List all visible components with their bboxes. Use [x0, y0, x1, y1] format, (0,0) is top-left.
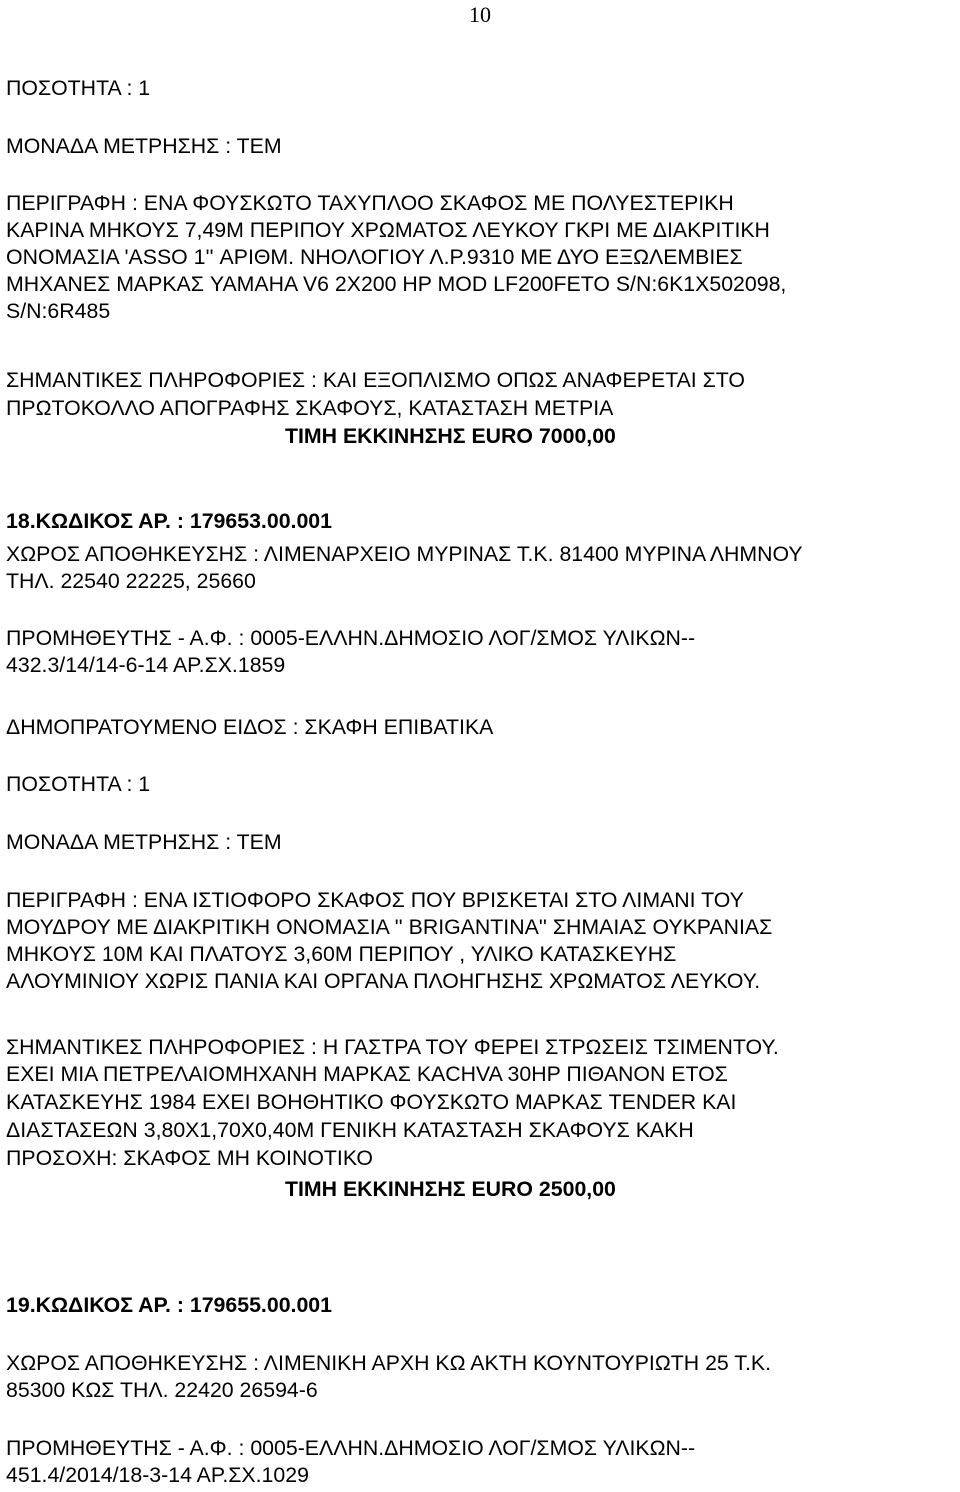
lot-18-supplier-line-2: 432.3/14/14-6-14 ΑΡ.ΣΧ.1859: [6, 653, 286, 677]
lot-18-important-info-line-1: ΣΗΜΑΝΤΙΚΕΣ ΠΛΗΡΟΦΟΡΙΕΣ : Η ΓΑΣΤΡΑ ΤΟΥ ΦΕΡΕΙ ΣΤΡΩΣΕΙΣ ΤΣΙΜΕΝΤΟΥ.: [6, 1035, 779, 1059]
lot-19-storage-line-1: ΧΩΡΟΣ ΑΠΟΘΗΚΕΥΣΗΣ : ΛΙΜΕΝΙΚΗ ΑΡΧΗ ΚΩ ΑΚΤΗ ΚΟΥΝΤΟΥΡΙΩΤΗ 25 Τ.Κ.: [6, 1351, 772, 1375]
lot-17-description-line-1: ΠΕΡΙΓΡΑΦΗ : ΕΝΑ ΦΟΥΣΚΩΤΟ ΤΑΧΥΠΛΟΟ ΣΚΑΦΟΣ ΜΕ ΠΟΛΥΕΣΤΕΡΙΚΗ: [6, 191, 734, 215]
lot-18-important-info-line-4: ΔΙΑΣΤΑΣΕΩΝ 3,80Χ1,70Χ0,40Μ ΓΕΝΙΚΗ ΚΑΤΑΣΤΑΣΗ ΣΚΑΦΟΥΣ ΚΑΚΗ: [6, 1118, 694, 1142]
lot-18-description-line-4: ΑΛΟΥΜΙΝΙΟΥ ΧΩΡΙΣ ΠΑΝΙΑ ΚΑΙ ΟΡΓΑΝΑ ΠΛΟΗΓΗΣΗΣ ΧΡΩΜΑΤΟΣ ΛΕΥΚΟΥ.: [6, 969, 761, 993]
lot-18-quantity: ΠΟΣΟΤΗΤΑ : 1: [6, 772, 151, 796]
lot-18-starting-price: ΤΙΜΗ ΕΚΚΙΝΗΣΗΣ EURO 2500,00: [285, 1177, 616, 1201]
lot-18-item-type: ΔΗΜΟΠΡΑΤΟΥΜΕΝΟ ΕΙΔΟΣ : ΣΚΑΦΗ ΕΠΙΒΑΤΙΚΑ: [6, 715, 494, 739]
lot-17-quantity: ΠΟΣΟΤΗΤΑ : 1: [6, 76, 151, 100]
lot-17-description-line-3: ΟΝΟΜΑΣΙΑ 'ASSO 1'' ΑΡΙΘΜ. ΝΗΟΛΟΓΙΟΥ Λ.Ρ.9310 ΜΕ ΔΥΟ ΕΞΩΛΕΜΒΙΕΣ: [6, 245, 743, 269]
lot-18-description-line-1: ΠΕΡΙΓΡΑΦΗ : ΕΝΑ ΙΣΤΙΟΦΟΡΟ ΣΚΑΦΟΣ ΠΟΥ ΒΡΙΣΚΕΤΑΙ ΣΤΟ ΛΙΜΑΝΙ ΤΟΥ: [6, 888, 744, 912]
lot-18-storage-line-2: ΤΗΛ. 22540 22225, 25660: [6, 569, 256, 593]
lot-18-unit: ΜΟΝΑΔΑ ΜΕΤΡΗΣΗΣ : ΤΕΜ: [6, 830, 282, 854]
lot-17-important-info-line-1: ΣΗΜΑΝΤΙΚΕΣ ΠΛΗΡΟΦΟΡΙΕΣ : ΚΑΙ ΕΞΟΠΛΙΣΜΟ ΟΠΩΣ ΑΝΑΦΕΡΕΤΑΙ ΣΤΟ: [6, 368, 745, 392]
lot-17-starting-price: ΤΙΜΗ ΕΚΚΙΝΗΣΗΣ EURO 7000,00: [285, 424, 616, 448]
lot-19-supplier-line-2: 451.4/2014/18-3-14 ΑΡ.ΣΧ.1029: [6, 1463, 309, 1487]
lot-19-supplier-line-1: ΠΡΟΜΗΘΕΥΤΗΣ - Α.Φ. : 0005-ΕΛΛΗΝ.ΔΗΜΟΣΙΟ ΛΟΓ/ΣΜΟΣ ΥΛΙΚΩΝ--: [6, 1436, 696, 1460]
lot-17-description-line-5: S/N:6R485: [6, 299, 111, 323]
lot-19-code: 19.ΚΩΔΙΚΟΣ ΑΡ. : 179655.00.001: [6, 1293, 332, 1317]
lot-18-important-info-line-3: ΚΑΤΑΣΚΕΥΗΣ 1984 ΕΧΕΙ ΒΟΗΘΗΤΙΚΟ ΦΟΥΣΚΩΤΟ ΜΑΡΚΑΣ TENDER ΚΑΙ: [6, 1090, 737, 1114]
lot-18-code: 18.ΚΩΔΙΚΟΣ ΑΡ. : 179653.00.001: [6, 509, 332, 533]
lot-17-description-line-4: ΜΗΧΑΝΕΣ ΜΑΡΚΑΣ YAMAHA V6 2X200 HP MOD LF200FETO S/N:6K1X502098,: [6, 272, 787, 296]
lot-17-unit: ΜΟΝΑΔΑ ΜΕΤΡΗΣΗΣ : ΤΕΜ: [6, 134, 282, 158]
lot-19-storage-line-2: 85300 ΚΩΣ ΤΗΛ. 22420 26594-6: [6, 1378, 318, 1402]
lot-17-important-info-line-2: ΠΡΩΤΟΚΟΛΛΟ ΑΠΟΓΡΑΦΗΣ ΣΚΑΦΟΥΣ, ΚΑΤΑΣΤΑΣΗ ΜΕΤΡΙΑ: [6, 396, 614, 420]
lot-18-supplier-line-1: ΠΡΟΜΗΘΕΥΤΗΣ - Α.Φ. : 0005-ΕΛΛΗΝ.ΔΗΜΟΣΙΟ ΛΟΓ/ΣΜΟΣ ΥΛΙΚΩΝ--: [6, 626, 696, 650]
lot-18-important-info-line-2: ΕΧΕΙ ΜΙΑ ΠΕΤΡΕΛΑΙΟΜΗΧΑΝΗ ΜΑΡΚΑΣ KACHVA 30HP ΠΙΘΑΝΟΝ ΕΤΟΣ: [6, 1062, 728, 1086]
page-number: 10: [469, 2, 491, 27]
lot-18-description-line-3: ΜΗΚΟΥΣ 10Μ ΚΑΙ ΠΛΑΤΟΥΣ 3,60Μ ΠΕΡΙΠΟΥ , ΥΛΙΚΟ ΚΑΤΑΣΚΕΥΗΣ: [6, 942, 677, 966]
lot-18-important-info-line-5: ΠΡΟΣΟΧΗ: ΣΚΑΦΟΣ ΜΗ ΚΟΙΝΟΤΙΚΟ: [6, 1146, 373, 1170]
lot-17-description-line-2: ΚΑΡΙΝΑ ΜΗΚΟΥΣ 7,49Μ ΠΕΡΙΠΟΥ ΧΡΩΜΑΤΟΣ ΛΕΥΚΟΥ ΓΚΡΙ ΜΕ ΔΙΑΚΡΙΤΙΚΗ: [6, 218, 770, 242]
lot-18-storage-line-1: ΧΩΡΟΣ ΑΠΟΘΗΚΕΥΣΗΣ : ΛΙΜΕΝΑΡΧΕΙΟ ΜΥΡΙΝΑΣ Τ.Κ. 81400 ΜΥΡΙΝΑ ΛΗΜΝΟΥ: [6, 542, 803, 566]
lot-18-description-line-2: ΜΟΥΔΡΟΥ ΜΕ ΔΙΑΚΡΙΤΙΚΗ ΟΝΟΜΑΣΙΑ '' BRIGANTINA'' ΣΗΜΑΙΑΣ ΟΥΚΡΑΝΙΑΣ: [6, 915, 773, 939]
